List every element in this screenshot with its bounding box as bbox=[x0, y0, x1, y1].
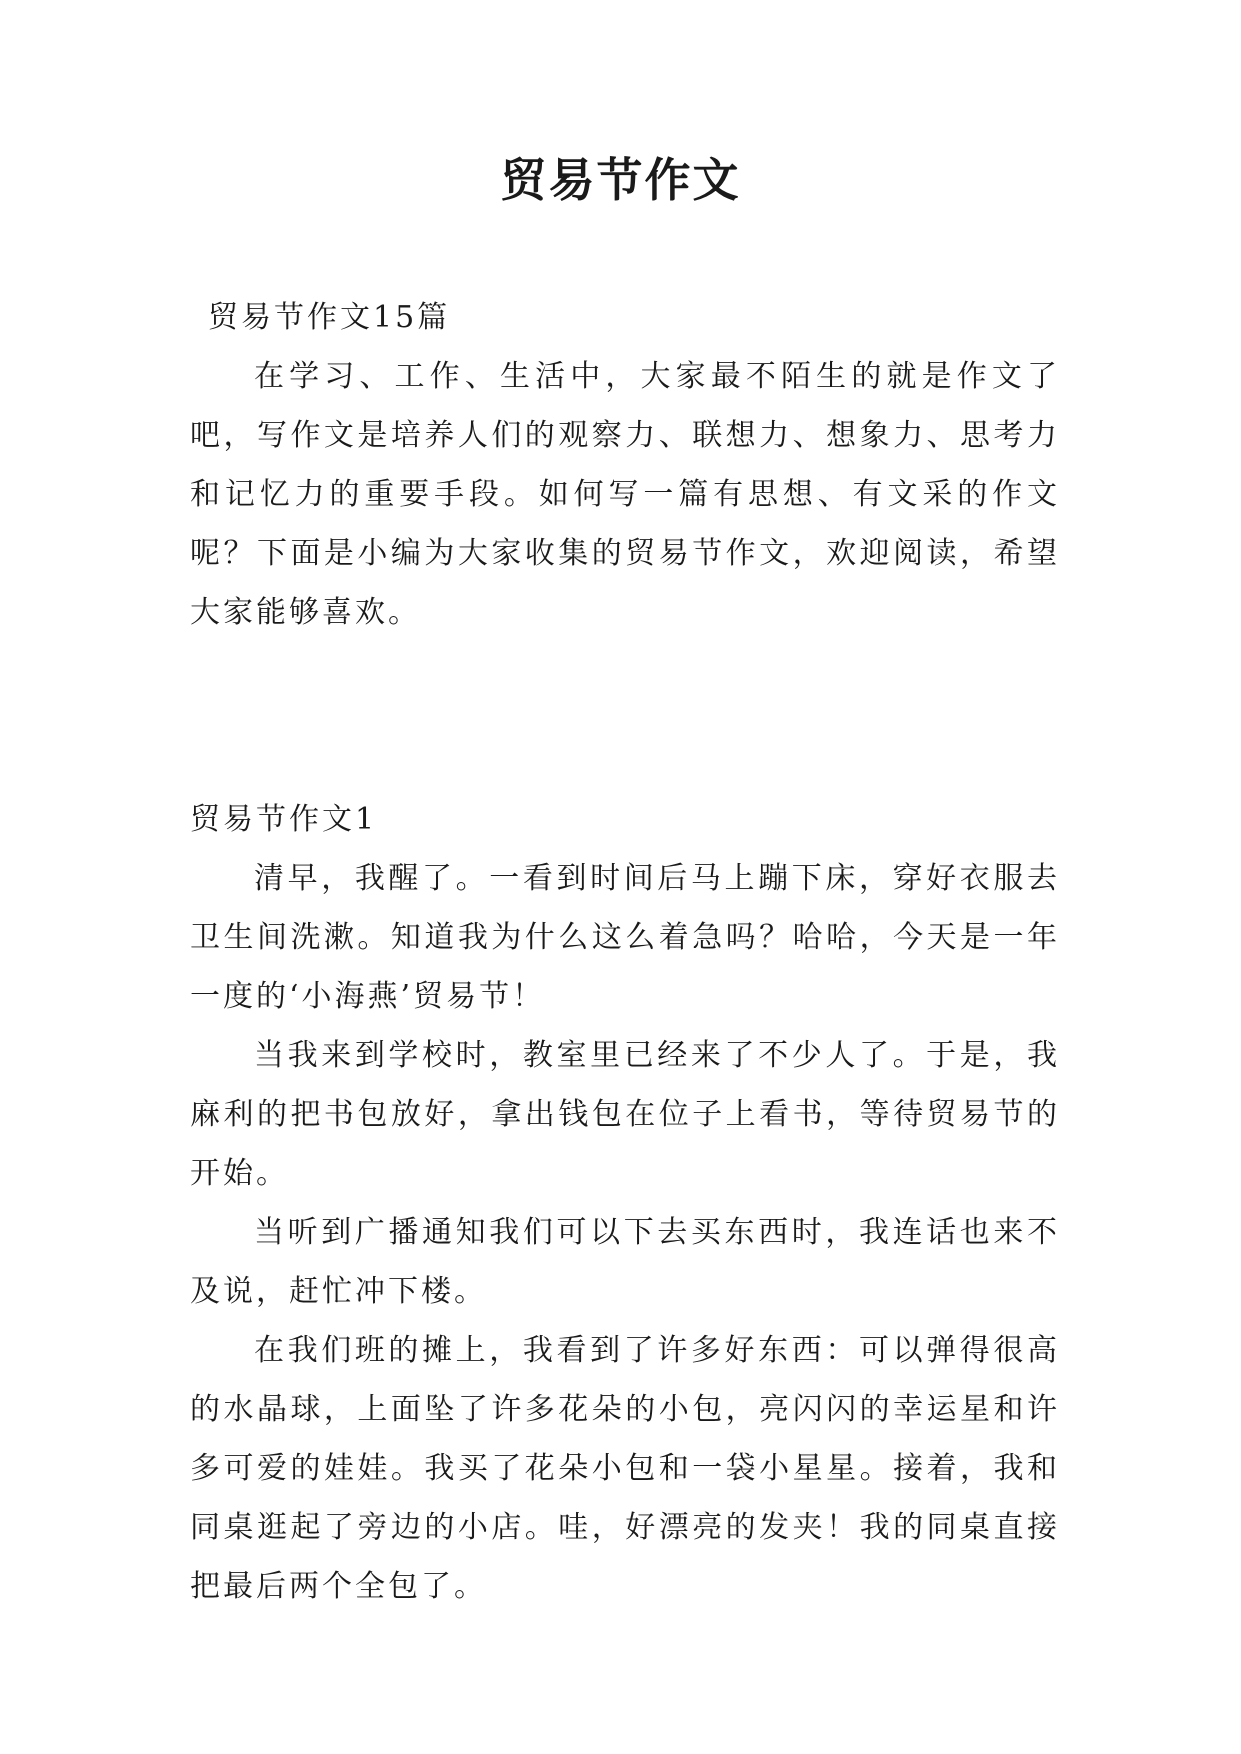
section-heading: 贸易节作文1 bbox=[190, 802, 378, 837]
document-body bbox=[190, 288, 1060, 1616]
intro-paragraph: 在学习、工作、生活中，大家最不陌生的就是作文了吧，写作文是培养人们的观察力、联想力、想象力、思考力和记忆力的重要手段。如何写一篇有思想、有文采的作文呢？下面是小编为大家收集的贸易节作文，欢迎阅读，希望大家能够喜欢。 bbox=[190, 359, 1060, 630]
body-paragraph: 当听到广播通知我们可以下去买东西时，我连话也来不及说，赶忙冲下楼。 bbox=[190, 1215, 1060, 1309]
document-title: 贸易节作文 bbox=[500, 153, 741, 207]
body-paragraph: 清早，我醒了。一看到时间后马上蹦下床，穿好衣服去卫生间洗漱。知道我为什么这么着急吗？哈哈，今天是一年一度的‘小海燕’贸易节！ bbox=[190, 861, 1060, 1014]
body-paragraph: 当我来到学校时，教室里已经来了不少人了。于是，我麻利的把书包放好，拿出钱包在位子上看书，等待贸易节的开始。 bbox=[190, 1038, 1060, 1191]
body-paragraph: 在我们班的摊上，我看到了许多好东西：可以弹得很高的水晶球，上面坠了许多花朵的小包，亮闪闪的幸运星和许多可爱的娃娃。我买了花朵小包和一袋小星星。接着，我和同桌逛起了旁边的小店。哇，好漂亮的发夹！我的同桌直接把最后两个全包了。 bbox=[190, 1333, 1060, 1604]
document-subtitle: 贸易节作文15篇 bbox=[208, 300, 451, 335]
section-spacer bbox=[190, 642, 1060, 790]
